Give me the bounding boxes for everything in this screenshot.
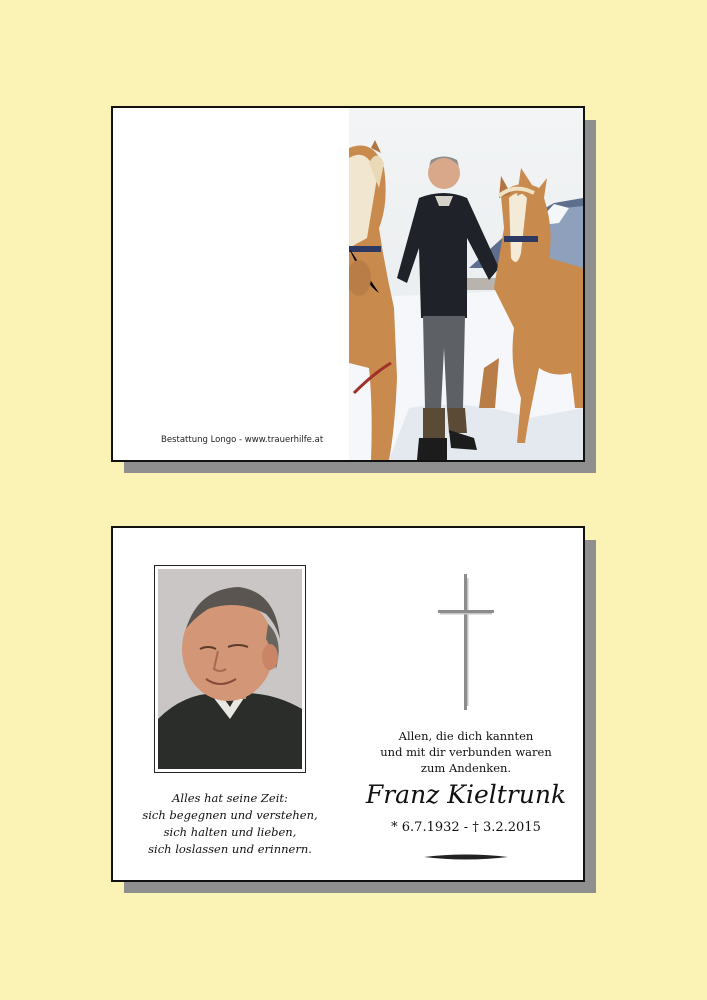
poem-line: Alles hat seine Zeit: [172,791,288,805]
dedication-line: und mit dir verbunden waren [380,745,552,759]
portrait-frame [154,565,306,773]
front-card [111,106,585,462]
funeral-home-credit: Bestattung Longo - www.trauerhilfe.at [161,435,324,445]
life-dates: * 6.7.1932 - † 3.2.2015 [391,820,541,835]
dedication-line: Allen, die dich kannten [398,729,534,743]
dedication-line: zum Andenken. [420,761,512,775]
poem-text [127,790,333,858]
divider-ornament-icon [424,846,508,865]
cross-icon [436,574,496,718]
man-with-horses-photo [349,108,583,460]
poem-line: sich begegnen und verstehen, [142,808,318,822]
inner-card [111,526,585,882]
poem-line: sich loslassen und erinnern. [148,842,312,856]
horses-photo-icon [349,108,583,460]
portrait-photo-icon [158,569,302,769]
deceased-name: Franz Kieltrunk [365,780,567,809]
dedication-text [351,728,581,776]
poem-line: sich halten und lieben, [163,825,297,839]
